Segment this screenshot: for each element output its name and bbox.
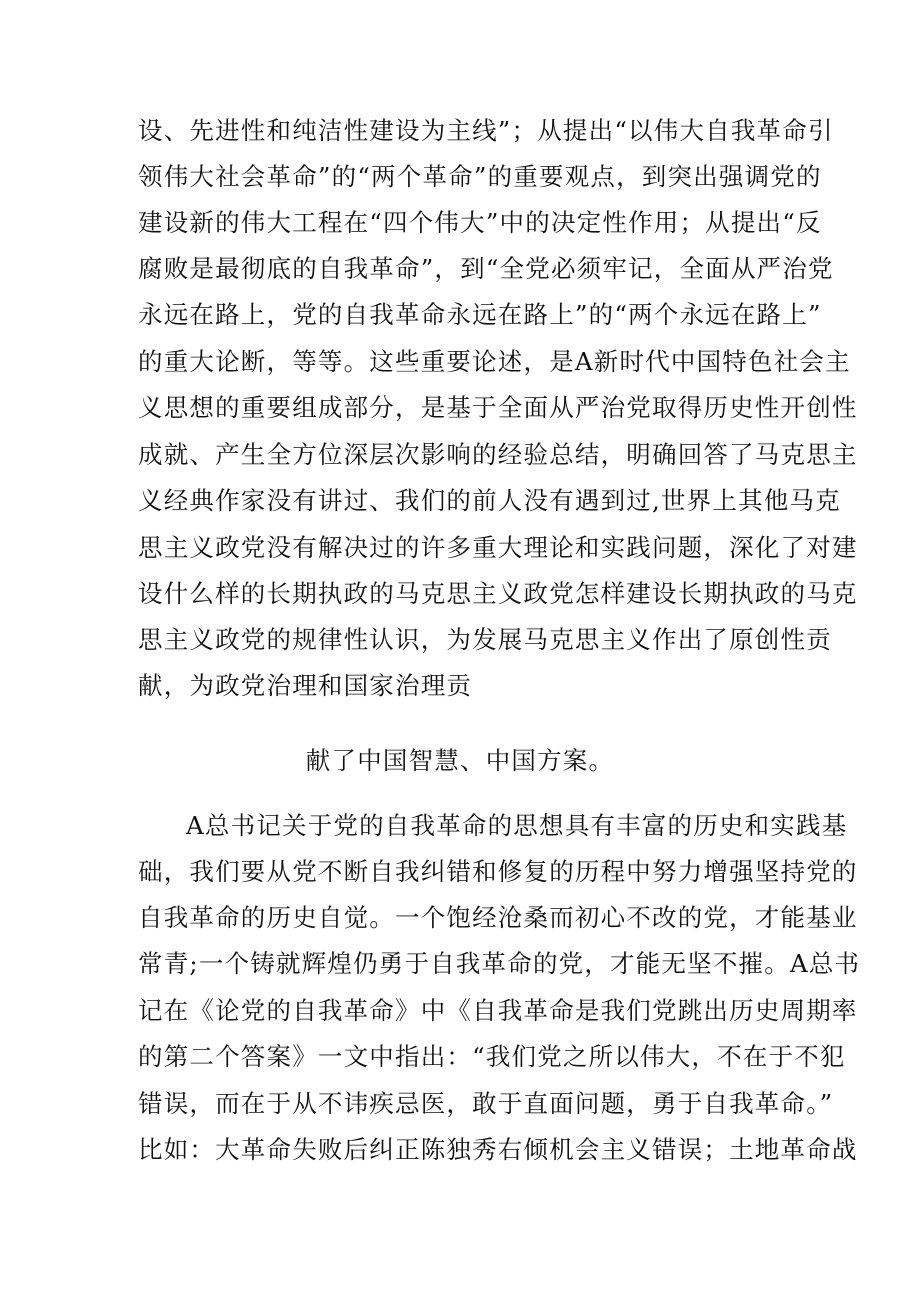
text-line: 领伟大社会革命”的“两个革命”的重要观点，到突出强调党的	[138, 162, 822, 191]
text-line: 建设新的伟大工程在“四个伟大”中的决定性作用；从提出“反	[138, 208, 822, 237]
text-line: 义思想的重要组成部分，是基于全面从严治党取得历史性开创性	[138, 393, 858, 422]
text-line: 比如：大革命失败后纠正陈独秀右倾机会主义错误；土地革命战	[138, 1135, 858, 1164]
text-line: 础，我们要从党不断自我纠错和修复的历程中努力增强坚持党的	[138, 857, 858, 886]
text-line: 记在《论党的自我革命》中《自我革命是我们党跳出历史周期率	[138, 996, 858, 1025]
text-line: 常青;一个铸就辉煌仍勇于自我革命的党，才能无坚不摧。A总书	[138, 949, 861, 978]
text-line: 永远在路上，党的自我革命永远在路上”的“两个永远在路上”	[138, 300, 822, 329]
text-line: 自我革命的历史自觉。一个饱经沧桑而初心不改的党，才能基业	[138, 903, 858, 932]
text-line: 的重大论断，等等。这些重要论述，是A新时代中国特色社会主	[138, 347, 851, 376]
text-line: 思主义政党没有解决过的许多重大理论和实践问题，深化了对建	[138, 533, 858, 562]
text-line: 的第二个答案》一文中指出：“我们党之所以伟大，不在于不犯	[138, 1042, 846, 1071]
centered-text-line: 献了中国智慧、中国方案。	[305, 746, 615, 775]
paragraph-first-line: A总书记关于党的自我革命的思想具有丰富的历史和实践基	[186, 811, 848, 840]
text-line: 献，为政党治理和国家治理贡	[138, 671, 473, 700]
text-line: 设、先进性和纯洁性建设为主线”；从提出“以伟大自我革命引	[138, 116, 834, 145]
text-line: 思主义政党的规律性认识，为发展马克思主义作出了原创性贡	[138, 625, 832, 654]
text-line: 设什么样的长期执政的马克思主义政党怎样建设长期执政的马克	[138, 579, 858, 608]
text-line: 腐败是最彻底的自我革命”，到“全党必须牢记，全面从严治党	[138, 254, 834, 283]
text-line: 成就、产生全方位深层次影响的经验总结，明确回答了马克思主	[138, 440, 858, 469]
text-line: 义经典作家没有讲过、我们的前人没有遇到过,世界上其他马克	[138, 486, 841, 515]
text-line: 错误，而在于从不讳疾忌医，敢于直面问题，勇于自我革命。”	[138, 1089, 834, 1118]
